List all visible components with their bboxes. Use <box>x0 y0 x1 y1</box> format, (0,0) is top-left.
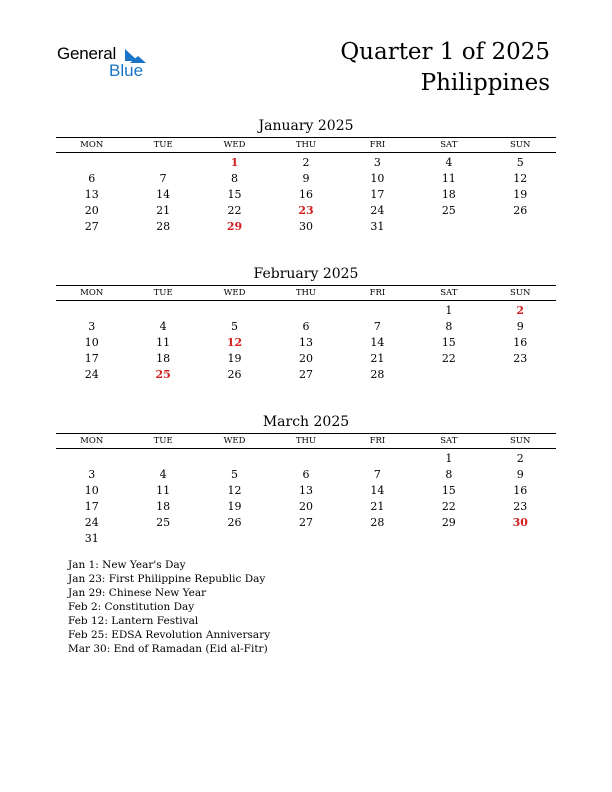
holiday-item: Jan 1: New Year's Day <box>68 559 186 571</box>
day-cell <box>270 303 341 319</box>
day-cell: 14 <box>156 188 171 201</box>
weekday-label: SUN <box>510 288 531 298</box>
day-cell: 5 <box>516 156 524 169</box>
day-cell: 19 <box>513 188 528 201</box>
day-cell <box>56 451 127 467</box>
day-cell: 6 <box>302 320 310 333</box>
holiday-item: Jan 23: First Philippine Republic Day <box>68 573 266 585</box>
week-row <box>56 303 556 319</box>
day-cell: 13 <box>84 188 99 201</box>
day-cell: 25 <box>441 204 456 217</box>
day-cell: 9 <box>516 468 524 481</box>
day-cell: 26 <box>227 516 242 529</box>
day-cell: 22 <box>441 352 456 365</box>
week-row <box>56 531 556 547</box>
holiday-day-cell: 25 <box>155 368 171 381</box>
week-row <box>56 155 556 171</box>
day-cell: 17 <box>84 500 99 513</box>
day-cell: 28 <box>370 368 385 381</box>
day-cell: 10 <box>84 336 99 349</box>
day-cell: 22 <box>441 500 456 513</box>
weekday-label: THU <box>295 436 317 446</box>
weekday-label: FRI <box>369 436 386 446</box>
weekday-label: SUN <box>510 140 531 150</box>
holiday-list <box>68 558 270 656</box>
week-row <box>56 319 556 335</box>
day-cell: 7 <box>373 468 381 481</box>
holiday-day-cell: 12 <box>226 336 243 349</box>
day-cell: 22 <box>227 204 242 217</box>
day-cell: 17 <box>370 188 385 201</box>
month-february <box>56 265 556 383</box>
day-cell: 9 <box>302 172 310 185</box>
day-cell: 2 <box>516 452 524 465</box>
day-cell: 9 <box>516 320 524 333</box>
day-cell: 24 <box>370 204 385 217</box>
weekday-label: WED <box>223 288 246 298</box>
week-row <box>56 367 556 383</box>
quarter-title: Quarter 1 of 2025 <box>340 39 550 65</box>
week-row <box>56 483 556 499</box>
day-cell <box>342 451 413 467</box>
day-cell <box>127 303 198 319</box>
weekday-label: SUN <box>510 436 531 446</box>
day-cell: 12 <box>227 484 242 497</box>
weekday-header <box>56 433 556 449</box>
day-cell: 11 <box>156 336 171 349</box>
day-cell: 20 <box>298 352 313 365</box>
day-cell <box>270 531 341 547</box>
day-cell: 15 <box>227 188 242 201</box>
day-cell: 10 <box>370 172 385 185</box>
day-cell: 31 <box>84 532 99 545</box>
day-cell: 19 <box>227 500 242 513</box>
holiday-day-cell: 1 <box>230 156 239 169</box>
day-cell: 23 <box>513 500 528 513</box>
day-cell <box>413 531 484 547</box>
holiday-day-cell: 23 <box>298 204 314 217</box>
month-title: January 2025 <box>258 118 354 134</box>
logo-text-blue: Blue <box>109 61 144 80</box>
day-cell: 1 <box>445 452 453 465</box>
day-cell: 19 <box>227 352 242 365</box>
day-cell: 6 <box>88 172 96 185</box>
day-cell: 20 <box>298 500 313 513</box>
week-row <box>56 171 556 187</box>
day-cell: 21 <box>156 204 171 217</box>
day-cell: 13 <box>298 336 313 349</box>
day-cell: 21 <box>370 352 385 365</box>
day-cell: 26 <box>227 368 242 381</box>
week-row <box>56 499 556 515</box>
month-title: February 2025 <box>253 266 359 282</box>
week-row <box>56 187 556 203</box>
day-cell <box>413 219 484 235</box>
day-cell <box>342 531 413 547</box>
day-cell: 28 <box>370 516 385 529</box>
day-cell: 27 <box>298 516 313 529</box>
day-cell: 27 <box>298 368 313 381</box>
day-cell: 1 <box>445 304 453 317</box>
day-cell <box>485 531 556 547</box>
weekday-label: SAT <box>440 288 458 298</box>
day-cell: 11 <box>441 172 456 185</box>
day-cell: 4 <box>445 156 453 169</box>
month-grid <box>56 155 556 235</box>
weekday-label: THU <box>295 288 317 298</box>
day-cell: 20 <box>84 204 99 217</box>
country-title: Philippines <box>420 70 550 96</box>
day-cell: 18 <box>156 352 171 365</box>
holiday-day-cell: 2 <box>516 304 525 317</box>
day-cell: 23 <box>513 352 528 365</box>
day-cell: 3 <box>88 320 96 333</box>
day-cell: 3 <box>88 468 96 481</box>
weekday-label: SAT <box>440 140 458 150</box>
week-row <box>56 335 556 351</box>
day-cell: 4 <box>159 468 167 481</box>
day-cell: 14 <box>370 484 385 497</box>
day-cell: 2 <box>302 156 310 169</box>
holiday-day-cell: 29 <box>226 220 243 233</box>
weekday-label: FRI <box>369 140 386 150</box>
month-grid <box>56 451 556 547</box>
month-title: March 2025 <box>262 414 350 430</box>
day-cell <box>485 219 556 235</box>
weekday-label: FRI <box>369 288 386 298</box>
day-cell <box>270 451 341 467</box>
day-cell: 8 <box>445 320 453 333</box>
holiday-item: Jan 29: Chinese New Year <box>68 587 207 599</box>
weekday-label: WED <box>223 436 246 446</box>
weekday-header <box>56 137 556 153</box>
week-row <box>56 451 556 467</box>
day-cell <box>485 367 556 383</box>
week-row <box>56 219 556 235</box>
day-cell: 11 <box>156 484 171 497</box>
weekday-label: MON <box>80 436 104 446</box>
day-cell: 28 <box>156 220 171 233</box>
day-cell: 7 <box>159 172 167 185</box>
weekday-label: MON <box>80 140 104 150</box>
weekday-label: TUE <box>153 140 173 150</box>
day-cell: 12 <box>513 172 528 185</box>
day-cell: 5 <box>231 320 239 333</box>
day-cell: 16 <box>513 336 528 349</box>
day-cell: 10 <box>84 484 99 497</box>
day-cell: 14 <box>370 336 385 349</box>
day-cell: 27 <box>84 220 99 233</box>
day-cell: 24 <box>84 516 99 529</box>
weekday-label: MON <box>80 288 104 298</box>
month-march <box>56 413 556 547</box>
day-cell: 7 <box>373 320 381 333</box>
day-cell <box>127 531 198 547</box>
week-row <box>56 351 556 367</box>
day-cell: 21 <box>370 500 385 513</box>
weekday-label: THU <box>295 140 317 150</box>
weekday-header <box>56 285 556 301</box>
day-cell <box>56 303 127 319</box>
day-cell: 16 <box>513 484 528 497</box>
logo-text-general: General <box>57 44 117 63</box>
day-cell: 8 <box>445 468 453 481</box>
day-cell <box>127 155 198 171</box>
day-cell <box>413 367 484 383</box>
day-cell <box>342 303 413 319</box>
weekday-label: TUE <box>153 288 173 298</box>
day-cell: 26 <box>513 204 528 217</box>
day-cell: 25 <box>156 516 171 529</box>
day-cell: 30 <box>298 220 313 233</box>
day-cell: 13 <box>298 484 313 497</box>
day-cell <box>199 451 270 467</box>
day-cell <box>56 155 127 171</box>
weekday-label: TUE <box>153 436 173 446</box>
weekday-label: SAT <box>440 436 458 446</box>
weekday-label: WED <box>223 140 246 150</box>
day-cell: 31 <box>370 220 385 233</box>
page-title <box>340 37 550 99</box>
day-cell: 15 <box>441 484 456 497</box>
day-cell: 4 <box>159 320 167 333</box>
generalblue-logo <box>57 44 167 84</box>
day-cell: 5 <box>231 468 239 481</box>
month-grid <box>56 303 556 383</box>
day-cell: 24 <box>84 368 99 381</box>
day-cell <box>199 303 270 319</box>
day-cell: 18 <box>156 500 171 513</box>
holiday-day-cell: 30 <box>512 516 528 529</box>
day-cell: 15 <box>441 336 456 349</box>
week-row <box>56 515 556 531</box>
week-row <box>56 467 556 483</box>
month-january <box>56 117 556 235</box>
week-row <box>56 203 556 219</box>
holiday-item: Mar 30: End of Ramadan (Eid al-Fitr) <box>68 643 268 655</box>
day-cell: 17 <box>84 352 99 365</box>
day-cell: 29 <box>441 516 456 529</box>
day-cell: 16 <box>298 188 313 201</box>
day-cell <box>199 531 270 547</box>
holiday-item: Feb 12: Lantern Festival <box>68 615 199 627</box>
day-cell: 6 <box>302 468 310 481</box>
day-cell: 18 <box>441 188 456 201</box>
day-cell: 8 <box>231 172 239 185</box>
day-cell <box>127 451 198 467</box>
holiday-item: Feb 2: Constitution Day <box>68 601 195 613</box>
day-cell: 3 <box>373 156 381 169</box>
holiday-item: Feb 25: EDSA Revolution Anniversary <box>68 629 271 641</box>
